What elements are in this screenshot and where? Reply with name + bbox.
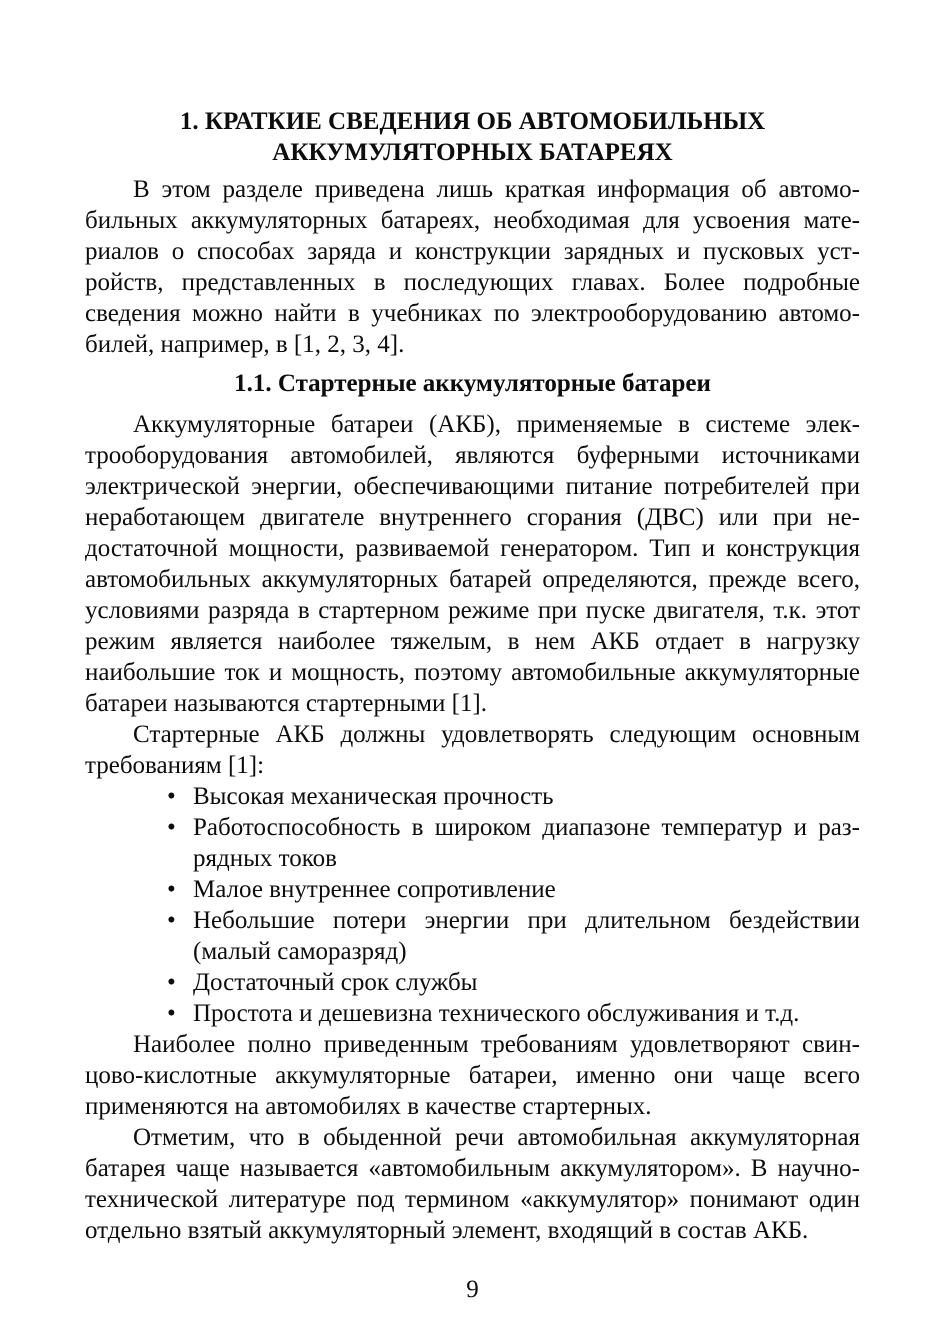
list-item: • Малое внутреннее сопротивление <box>85 874 860 905</box>
paragraph-akb-description: Аккумуляторные батареи (АКБ), применяемые в системе электрооборудования автомобилей, являются буферными источниками электрической энергии, обеспечивающими питание потребителей при неработающем двигателе внутреннего сгорания (ДВС) или при недостаточной мощности, развиваемой генератором. Тип и конструкция автомобильных аккумуляторных батарей определяются, прежде всего, условиями разряда в стартерном режиме при пуске двигателя, т.к. этот режим является наиболее тяжелым, в нем АКБ отдает в нагрузку наибольшие ток и мощность, поэтому автомобильные аккумуляторные батареи называются стартерными [1]. <box>85 411 860 717</box>
chapter-title <box>85 106 860 168</box>
list-item: • Высокая механическая прочность <box>85 781 860 812</box>
paragraph-terminology: Отметим, что в обыденной речи автомобильная аккумуляторная батарея чаще называется «автомобильным аккумулятором». В научно-технической литературе под термином «аккумулятор» понимают один отдельно взятый аккумуляторный элемент, входящий в состав АКБ. <box>85 1124 860 1244</box>
chapter-title-line-2: АККУМУЛЯТОРНЫХ БАТАРЕЯХ <box>272 139 673 166</box>
paragraph-requirements-intro: Стартерные АКБ должны удовлетворять следующим основным требованиям [1]: <box>85 721 860 779</box>
section-heading: 1.1. Стартерные аккумуляторные батареи <box>234 370 711 397</box>
paragraph-lead-acid: Наиболее полно приведенным требованиям удовлетворяют свинцово-кислотные аккумуляторные батареи, именно они чаще всего применяются на автомобилях в качестве стартерных. <box>85 1031 860 1120</box>
page-content <box>85 106 860 1246</box>
requirements-list <box>85 781 860 1029</box>
intro-paragraph: В этом разделе приведена лишь краткая информация об автомобильных аккумуляторных батареях, необходимая для усвоения материалов о способах заряда и конструкции зарядных и пусковых устройств, представленных в последующих главах. Более подробные сведения можно найти в учебниках по электрооборудованию автомобилей, например, в [1, 2, 3, 4]. <box>85 176 860 358</box>
list-item: • Достаточный срок службы <box>85 967 860 998</box>
list-item: • Небольшие потери энергии при длительном бездействии (малый саморазряд) <box>85 905 860 967</box>
page-number: 9 <box>466 1276 479 1303</box>
list-item: • Простота и дешевизна технического обслуживания и т.д. <box>85 998 860 1029</box>
list-item: • Работоспособность в широком диапазоне температур и разрядных токов <box>85 812 860 874</box>
chapter-title-line-1: 1. КРАТКИЕ СВЕДЕНИЯ ОБ АВТОМОБИЛЬНЫХ <box>179 108 766 135</box>
